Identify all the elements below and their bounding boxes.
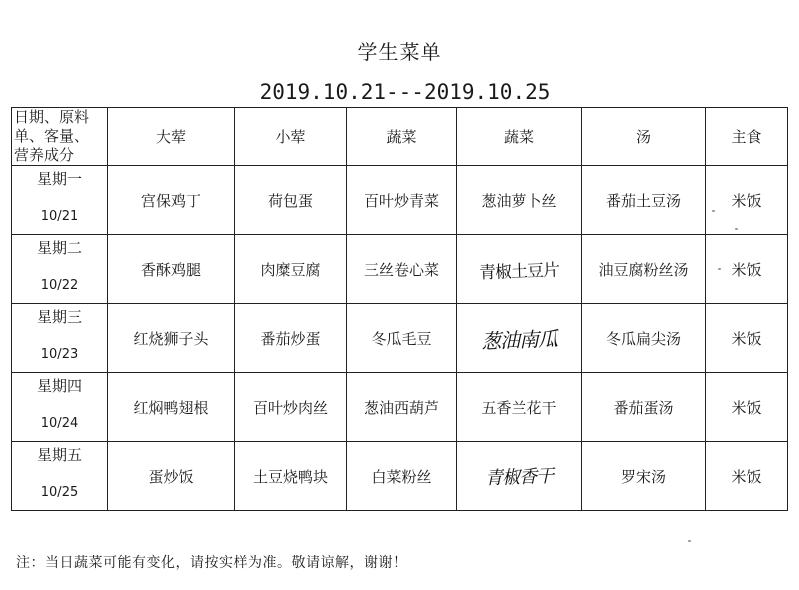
dish-cell: 番茄土豆汤 bbox=[582, 166, 706, 235]
day-cell bbox=[12, 442, 108, 511]
table-row bbox=[12, 442, 788, 511]
dish-cell: 肉糜豆腐 bbox=[235, 235, 347, 304]
day-cell bbox=[12, 235, 108, 304]
table-row bbox=[12, 304, 788, 373]
day-name: 星期四 bbox=[36, 377, 82, 395]
dish-cell: 土豆烧鸭块 bbox=[235, 442, 347, 511]
scan-speck bbox=[688, 540, 691, 542]
scan-speck bbox=[735, 228, 738, 230]
handwritten-dish: 葱油南瓜 bbox=[480, 326, 558, 353]
day-cell bbox=[12, 304, 108, 373]
dish-cell: 五香兰花干 bbox=[457, 373, 582, 442]
menu-title: 学生菜单 bbox=[357, 40, 442, 64]
handwritten-dish: 青椒土豆片 bbox=[478, 260, 560, 283]
day-date: 10/21 bbox=[40, 209, 79, 224]
dish-cell: 冬瓜扁尖汤 bbox=[582, 304, 706, 373]
header-first-line: 营养成分 bbox=[14, 146, 75, 164]
dish-cell: 葱油萝卜丝 bbox=[457, 166, 582, 235]
dish-cell: 葱油西葫芦 bbox=[347, 373, 457, 442]
header-cell-staple: 主食 bbox=[706, 108, 788, 166]
dish-cell: 香酥鸡腿 bbox=[108, 235, 235, 304]
dish-cell: 红烧狮子头 bbox=[108, 304, 235, 373]
day-cell bbox=[12, 166, 108, 235]
day-cell bbox=[12, 373, 108, 442]
day-name: 星期三 bbox=[36, 308, 82, 326]
header-cell-main-meat: 大荤 bbox=[108, 108, 235, 166]
dish-cell: 百叶炒肉丝 bbox=[235, 373, 347, 442]
dish-cell bbox=[457, 304, 582, 373]
header-first-cell bbox=[12, 108, 108, 166]
day-date: 10/25 bbox=[40, 485, 79, 500]
dish-cell: 宫保鸡丁 bbox=[108, 166, 235, 235]
header-cell-soup: 汤 bbox=[582, 108, 706, 166]
scan-speck bbox=[718, 268, 721, 270]
dish-cell: 米饭 bbox=[706, 235, 788, 304]
table-row bbox=[12, 235, 788, 304]
dish-cell: 冬瓜毛豆 bbox=[347, 304, 457, 373]
dish-cell: 白菜粉丝 bbox=[347, 442, 457, 511]
day-date: 10/22 bbox=[40, 278, 79, 293]
header-cell-vegetable-2: 蔬菜 bbox=[457, 108, 582, 166]
header-first-line: 日期、原料 bbox=[14, 108, 90, 126]
footnote: 注：当日蔬菜可能有变化，请按实样为准。敬请谅解，谢谢！ bbox=[16, 555, 408, 571]
dish-cell bbox=[457, 235, 582, 304]
dish-cell: 米饭 bbox=[706, 373, 788, 442]
dish-cell: 三丝卷心菜 bbox=[347, 235, 457, 304]
dish-cell: 番茄蛋汤 bbox=[582, 373, 706, 442]
day-date: 10/24 bbox=[40, 416, 79, 431]
menu-table bbox=[11, 107, 788, 511]
dish-cell: 米饭 bbox=[706, 442, 788, 511]
header-cell-vegetable-1: 蔬菜 bbox=[347, 108, 457, 166]
header-row bbox=[12, 108, 788, 166]
day-name: 星期一 bbox=[36, 170, 82, 188]
header-first-line: 单、客量、 bbox=[14, 127, 90, 145]
dish-cell: 荷包蛋 bbox=[235, 166, 347, 235]
table-row bbox=[12, 373, 788, 442]
day-name: 星期五 bbox=[36, 446, 82, 464]
table-row bbox=[12, 166, 788, 235]
scan-speck bbox=[712, 210, 715, 212]
dish-cell: 米饭 bbox=[706, 304, 788, 373]
dish-cell: 蛋炒饭 bbox=[108, 442, 235, 511]
handwritten-dish: 青椒香干 bbox=[484, 465, 554, 490]
dish-cell: 油豆腐粉丝汤 bbox=[582, 235, 706, 304]
dish-cell: 番茄炒蛋 bbox=[235, 304, 347, 373]
dish-cell bbox=[457, 442, 582, 511]
date-range: 2019.10.21---2019.10.25 bbox=[259, 80, 551, 104]
header-cell-side-meat: 小荤 bbox=[235, 108, 347, 166]
day-date: 10/23 bbox=[40, 347, 79, 362]
dish-cell: 红焖鸭翅根 bbox=[108, 373, 235, 442]
day-name: 星期二 bbox=[36, 239, 82, 257]
dish-cell: 罗宋汤 bbox=[582, 442, 706, 511]
dish-cell: 米饭 bbox=[706, 166, 788, 235]
dish-cell: 百叶炒青菜 bbox=[347, 166, 457, 235]
